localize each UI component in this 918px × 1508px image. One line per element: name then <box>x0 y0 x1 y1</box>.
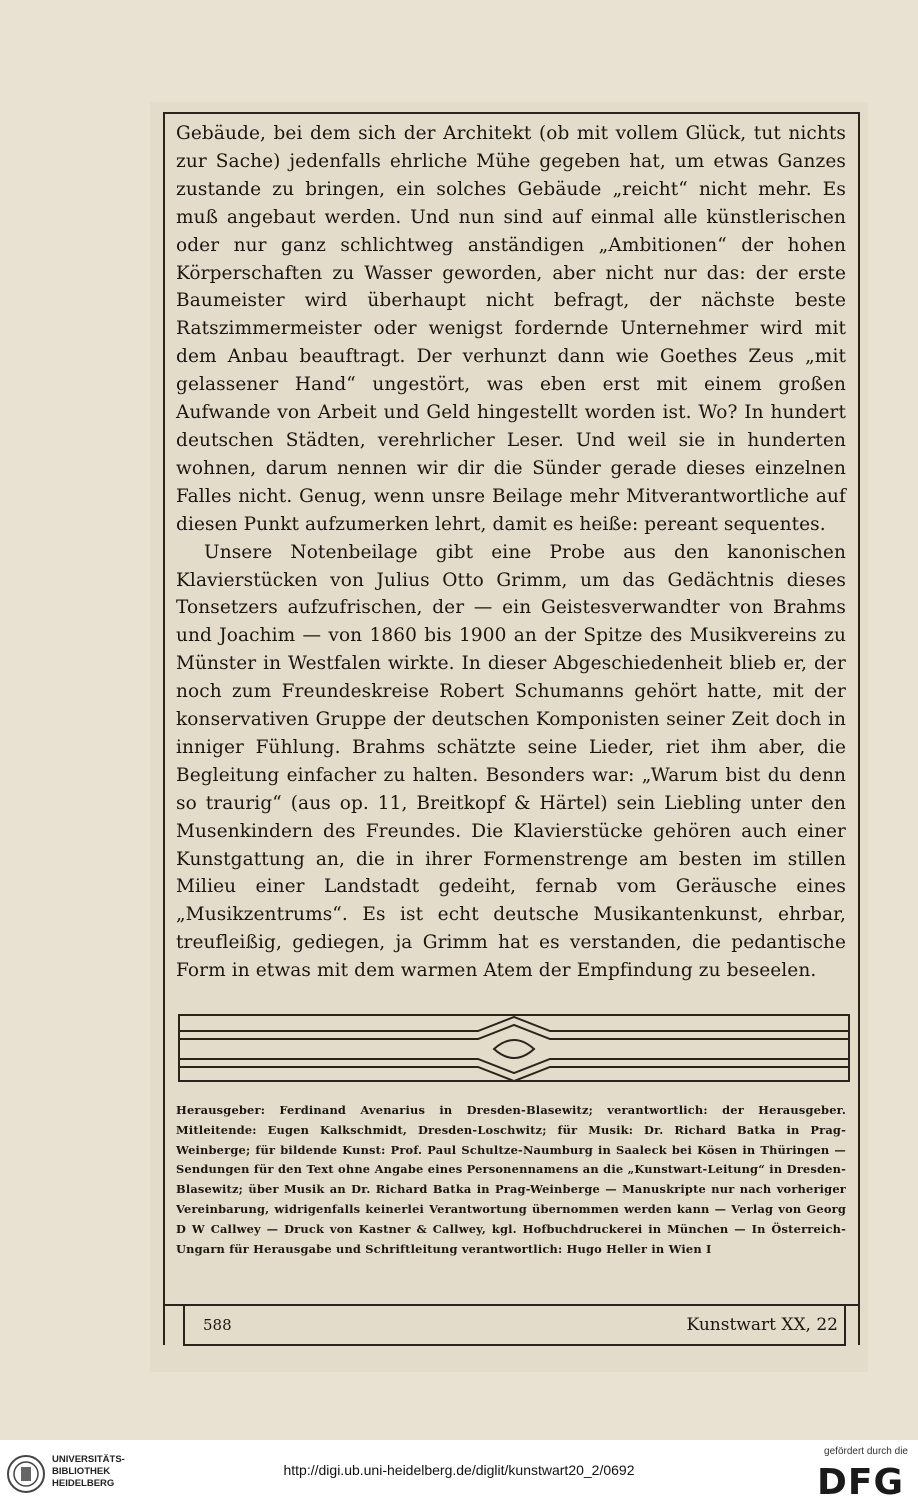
library-name: UNIVERSITÄTS- BIBLIOTHEK HEIDELBERG <box>52 1454 125 1489</box>
frame-top-rule <box>163 112 860 114</box>
frame-right-rule <box>858 112 860 1345</box>
paragraph-continued: Gebäude, bei dem sich der Architekt (ob mit vollem Glück, tut nichts zur Sache) jedenfalls ehrliche Mühe gegeben hat, um etwas Ganzes zustande zu bringen, ein solches Gebäude „reicht“ nicht mehr. Es muß angebaut werden. Und nun sind auf einmal alle künstlerischen oder nur ganz schlichtweg anständigen „Ambitionen“ der hohen Körperschaften zu Wasser geworden, aber nicht nur das: der erste Baumeister wird überhaupt nicht befragt, der nächste beste Ratszimmermeister oder wenigst fordernde Unternehmer wird mit dem Anbau beauftragt. Der verhunzt dann wie Goethes Zeus „mit gelassener Hand“ ungestört, was eben erst mit einem großen Aufwande von Arbeit und Geld hingestellt worden ist. Wo? In hundert deutschen Städten, verehrlicher Leser. Und weil sie in hunderten wohnen, darum nennen wir dir die Sünder gerade dieses einzelnen Falles nicht. Genug, wenn unsre Beilage mehr Mitverantwortliche auf diesen Punkt aufzumerken lehrt, damit es heiße: pereant sequentes. <box>176 123 846 535</box>
frame-left-rule <box>163 112 165 1345</box>
article-body <box>176 120 846 985</box>
permalink-url[interactable]: http://digi.ub.uni-heidelberg.de/diglit/kunstwart20_2/0692 <box>283 1462 635 1478</box>
running-head: Kunstwart XX, 22 <box>686 1315 838 1335</box>
ornament-divider <box>178 1013 850 1085</box>
dfg-logo: DFG <box>816 1462 904 1503</box>
viewer-bottom-bar <box>0 1440 918 1508</box>
imprint-block: Herausgeber: Ferdinand Avenarius in Dresden-Blasewitz; verantwortlich: der Herausgeber. Mitleitende: Eugen Kalkschmidt, Dresden-Loschwitz; für Musik: Dr. Richard Batka in Prag-Weinberge; für bildende Kunst: Prof. Paul Schultze-Naumburg in Saaleck bei Kösen in Thüringen — Sendungen für den Text ohne Angabe eines Personennamens an die „Kunstwart-Leitung“ in Dresden-Blasewitz; über Musik an Dr. Richard Batka in Prag-Weinberge — Manuskripte nur nach vorheriger Vereinbarung, widrigenfalls keinerlei Verantwortung übernommen werden kann — Verlag von Georg D W Callwey — Druck von Kastner & Callwey, kgl. Hofbuchdruckerei in München — In Österreich-Ungarn für Herausgabe und Schriftleitung verantwortlich: Hugo Heller in Wien I <box>176 1103 846 1256</box>
funding-note: gefördert durch die <box>824 1446 908 1457</box>
page-number: 588 <box>203 1316 232 1334</box>
paragraph-notenbeilage: Unsere Notenbeilage gibt eine Probe aus den kanonischen Klavierstücken von Julius Otto Grimm, um das Gedächtnis dieses Tonsetzers aufzufrischen, der — ein Geistesverwandter von Brahms und Joachim — von 1860 bis 1900 an der Spitze des Musikvereins zu Münster in Westfalen wirkte. In dieser Abgeschiedenheit blieb er, der noch zum Freundeskreise Robert Schumanns gehört hatte, mit der konservativen Gruppe der deutschen Komponisten seiner Zeit doch in inniger Fühlung. Brahms schätzte seine Lieder, riet ihm aber, die Begleitung einfacher zu halten. Besonders war: „Warum bist du denn so traurig“ (aus op. 11, Breitkopf & Härtel) sein Liebling unter den Musenkindern des Freundes. Die Klavierstücke gehören auch einer Kunstgattung an, die in ihrer Formenstrenge am besten im stillen Milieu einer Landstadt gedeiht, fernab vom Geräusche eines „Musikzentrums“. Es ist echt deutsche Musikantenkunst, ehrbar, treufleißig, gediegen, ja Grimm hat es verstanden, die pedantische Form in etwas mit dem warmen Atem der Empfindung zu beseelen. <box>176 541 846 982</box>
